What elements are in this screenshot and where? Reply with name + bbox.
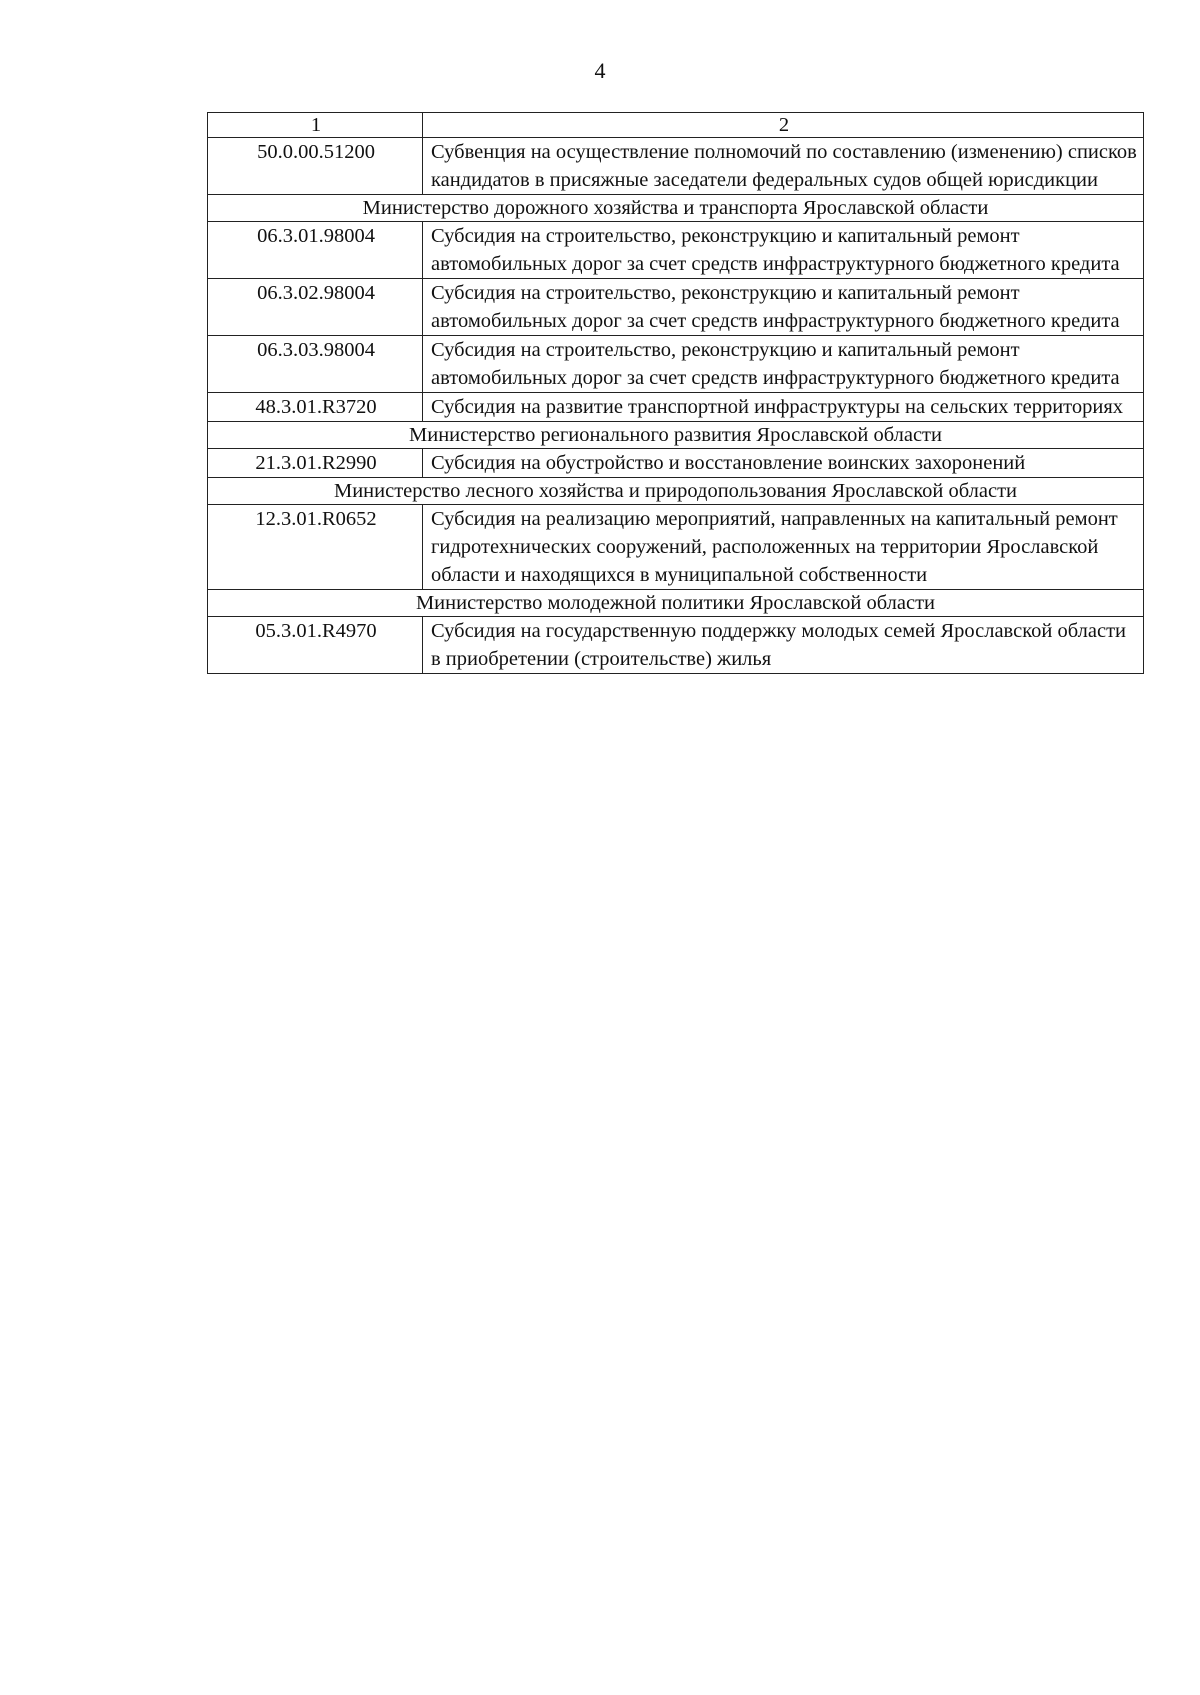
page-number: 4 (594, 58, 606, 83)
table-row (208, 138, 1144, 195)
table-row (208, 617, 1144, 674)
row-description: Субсидия на реализацию мероприятий, направленных на капитальный ремонт гидротехнических сооружений, расположенных на территории Ярославской области и находящихся в муниципальной собственности (423, 505, 1144, 590)
section-title: Министерство молодежной политики Ярославской области (208, 590, 1144, 617)
table-row (208, 505, 1144, 590)
row-description: Субсидия на развитие транспортной инфраструктуры на сельских территориях (423, 393, 1144, 422)
table-row (208, 336, 1144, 393)
row-code: 06.3.02.98004 (208, 279, 423, 336)
row-description: Субсидия на государственную поддержку молодых семей Ярославской области в приобретении (строительстве) жилья (423, 617, 1144, 674)
row-description: Субсидия на строительство, реконструкцию и капитальный ремонт автомобильных дорог за счет средств инфраструктурного бюджетного кредита (423, 336, 1144, 393)
row-code: 21.3.01.R2990 (208, 449, 423, 478)
section-title: Министерство лесного хозяйства и природопользования Ярославской области (208, 478, 1144, 505)
row-code: 48.3.01.R3720 (208, 393, 423, 422)
table-row (208, 279, 1144, 336)
row-code: 05.3.01.R4970 (208, 617, 423, 674)
header-col-1: 1 (208, 113, 423, 138)
table-row (208, 449, 1144, 478)
section-row (208, 422, 1144, 449)
row-code: 06.3.03.98004 (208, 336, 423, 393)
section-row (208, 478, 1144, 505)
section-row (208, 590, 1144, 617)
section-row (208, 195, 1144, 222)
row-description: Субсидия на строительство, реконструкцию и капитальный ремонт автомобильных дорог за счет средств инфраструктурного бюджетного кредита (423, 222, 1144, 279)
row-description: Субсидия на строительство, реконструкцию и капитальный ремонт автомобильных дорог за счет средств инфраструктурного бюджетного кредита (423, 279, 1144, 336)
section-title: Министерство дорожного хозяйства и транспорта Ярославской области (208, 195, 1144, 222)
section-title: Министерство регионального развития Ярославской области (208, 422, 1144, 449)
row-code: 50.0.00.51200 (208, 138, 423, 195)
table-row (208, 393, 1144, 422)
table-row (208, 222, 1144, 279)
row-description: Субсидия на обустройство и восстановление воинских захоронений (423, 449, 1144, 478)
budget-codes-table (207, 112, 1144, 674)
header-col-2: 2 (423, 113, 1144, 138)
table-header-row (208, 113, 1144, 138)
row-code: 12.3.01.R0652 (208, 505, 423, 590)
row-code: 06.3.01.98004 (208, 222, 423, 279)
row-description: Субвенция на осуществление полномочий по составлению (изменению) списков кандидатов в присяжные заседатели федеральных судов общей юрисдикции (423, 138, 1144, 195)
